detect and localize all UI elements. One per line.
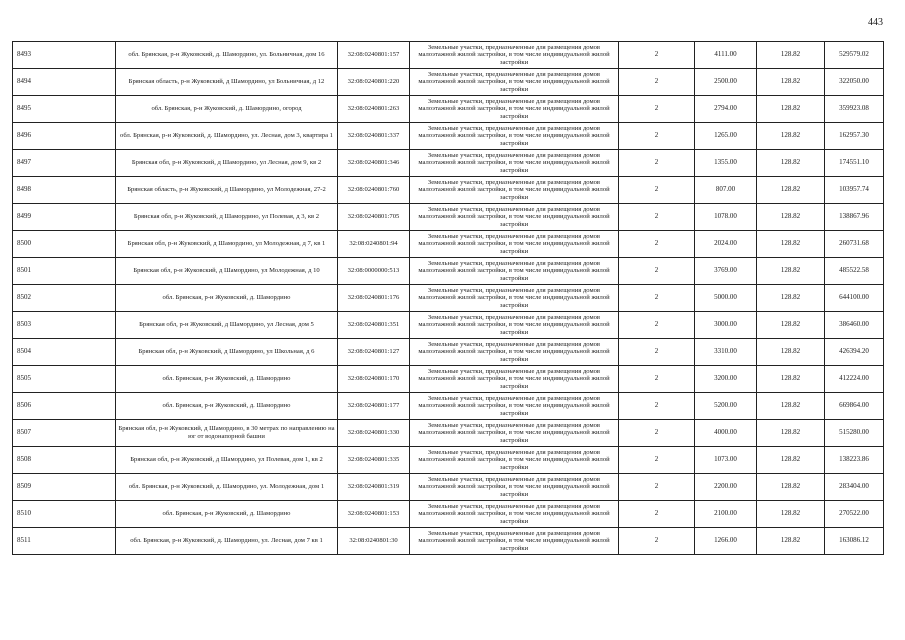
table-row	[13, 366, 884, 393]
address-cell: обл. Брянская, р-н Жуковский, д. Шамордино	[116, 285, 338, 312]
row-number-cell: 8508	[13, 447, 116, 474]
cadastral-number-cell: 32:08:0240801:127	[338, 339, 410, 366]
land-use-cell: Земельные участки, предназначенные для размещения домов малоэтажной жилой застройки, в том числе индивидуальной жилой застройки	[410, 339, 619, 366]
row-number-cell: 8500	[13, 231, 116, 258]
rate-cell: 128.82	[757, 366, 825, 393]
group-cell: 2	[619, 420, 695, 447]
table-row	[13, 285, 884, 312]
group-cell: 2	[619, 96, 695, 123]
land-use-cell: Земельные участки, предназначенные для размещения домов малоэтажной жилой застройки, в том числе индивидуальной жилой застройки	[410, 42, 619, 69]
table-row	[13, 204, 884, 231]
row-number-cell: 8498	[13, 177, 116, 204]
table-row	[13, 231, 884, 258]
address-cell: обл. Брянская, р-н Жуковский, д. Шамордино	[116, 393, 338, 420]
table-row	[13, 258, 884, 285]
group-cell: 2	[619, 177, 695, 204]
rate-cell: 128.82	[757, 96, 825, 123]
table-row	[13, 339, 884, 366]
address-cell: Брянская обл, р-н Жуковский, д Шамордино, ул Полевая, д 3, кв 2	[116, 204, 338, 231]
table-row	[13, 393, 884, 420]
land-use-cell: Земельные участки, предназначенные для размещения домов малоэтажной жилой застройки, в том числе индивидуальной жилой застройки	[410, 231, 619, 258]
cadastral-number-cell: 32:08:0240801:705	[338, 204, 410, 231]
cadastral-value-cell: 138867.96	[825, 204, 884, 231]
address-cell: Брянская область, р-н Жуковский, д Шамордино, ул Молодежная, 27-2	[116, 177, 338, 204]
area-cell: 3310.00	[695, 339, 757, 366]
cadastral-number-cell: 32:08:0240801:319	[338, 474, 410, 501]
cadastral-number-cell: 32:08:0240801:153	[338, 501, 410, 528]
area-cell: 2024.00	[695, 231, 757, 258]
area-cell: 1078.00	[695, 204, 757, 231]
land-use-cell: Земельные участки, предназначенные для размещения домов малоэтажной жилой застройки, в том числе индивидуальной жилой застройки	[410, 69, 619, 96]
land-use-cell: Земельные участки, предназначенные для размещения домов малоэтажной жилой застройки, в том числе индивидуальной жилой застройки	[410, 474, 619, 501]
rate-cell: 128.82	[757, 177, 825, 204]
area-cell: 1266.00	[695, 528, 757, 555]
rate-cell: 128.82	[757, 447, 825, 474]
row-number-cell: 8501	[13, 258, 116, 285]
land-use-cell: Земельные участки, предназначенные для размещения домов малоэтажной жилой застройки, в том числе индивидуальной жилой застройки	[410, 258, 619, 285]
group-cell: 2	[619, 339, 695, 366]
area-cell: 1073.00	[695, 447, 757, 474]
group-cell: 2	[619, 393, 695, 420]
cadastral-value-cell: 138223.86	[825, 447, 884, 474]
cadastral-number-cell: 32:08:0000000:513	[338, 258, 410, 285]
group-cell: 2	[619, 231, 695, 258]
row-number-cell: 8496	[13, 123, 116, 150]
table-row	[13, 123, 884, 150]
area-cell: 4000.00	[695, 420, 757, 447]
cadastral-number-cell: 32:08:0240801:94	[338, 231, 410, 258]
land-use-cell: Земельные участки, предназначенные для размещения домов малоэтажной жилой застройки, в том числе индивидуальной жилой застройки	[410, 447, 619, 474]
cadastral-value-cell: 669864.00	[825, 393, 884, 420]
table-row	[13, 150, 884, 177]
area-cell: 2200.00	[695, 474, 757, 501]
row-number-cell: 8494	[13, 69, 116, 96]
table-row	[13, 501, 884, 528]
area-cell: 2794.00	[695, 96, 757, 123]
row-number-cell: 8497	[13, 150, 116, 177]
table-row	[13, 474, 884, 501]
cadastral-number-cell: 32:08:0240801:330	[338, 420, 410, 447]
cadastral-value-cell: 359923.08	[825, 96, 884, 123]
land-use-cell: Земельные участки, предназначенные для размещения домов малоэтажной жилой застройки, в том числе индивидуальной жилой застройки	[410, 96, 619, 123]
page-number: 443	[868, 17, 883, 28]
cadastral-number-cell: 32:08:0240801:335	[338, 447, 410, 474]
cadastral-value-cell: 644100.00	[825, 285, 884, 312]
table-body	[13, 42, 884, 555]
area-cell: 5000.00	[695, 285, 757, 312]
area-cell: 1355.00	[695, 150, 757, 177]
cadastral-value-table	[12, 41, 884, 555]
land-use-cell: Земельные участки, предназначенные для размещения домов малоэтажной жилой застройки, в том числе индивидуальной жилой застройки	[410, 204, 619, 231]
group-cell: 2	[619, 366, 695, 393]
row-number-cell: 8506	[13, 393, 116, 420]
land-use-cell: Земельные участки, предназначенные для размещения домов малоэтажной жилой застройки, в том числе индивидуальной жилой застройки	[410, 123, 619, 150]
area-cell: 5200.00	[695, 393, 757, 420]
row-number-cell: 8495	[13, 96, 116, 123]
row-number-cell: 8499	[13, 204, 116, 231]
area-cell: 807.00	[695, 177, 757, 204]
table-row	[13, 447, 884, 474]
rate-cell: 128.82	[757, 312, 825, 339]
table-row	[13, 69, 884, 96]
row-number-cell: 8502	[13, 285, 116, 312]
rate-cell: 128.82	[757, 339, 825, 366]
rate-cell: 128.82	[757, 69, 825, 96]
address-cell: обл. Брянская, р-н Жуковский, д. Шамордино, ул. Молодежная, дом 1	[116, 474, 338, 501]
cadastral-number-cell: 32:08:0240801:177	[338, 393, 410, 420]
land-use-cell: Земельные участки, предназначенные для размещения домов малоэтажной жилой застройки, в том числе индивидуальной жилой застройки	[410, 420, 619, 447]
area-cell: 3769.00	[695, 258, 757, 285]
address-cell: обл. Брянская, р-н Жуковский, д. Шамордино, ул. Лесная, дом 3, квартира 1	[116, 123, 338, 150]
rate-cell: 128.82	[757, 420, 825, 447]
rate-cell: 128.82	[757, 474, 825, 501]
address-cell: обл. Брянская, р-н Жуковский, д. Шамордино	[116, 501, 338, 528]
row-number-cell: 8503	[13, 312, 116, 339]
group-cell: 2	[619, 204, 695, 231]
table-row	[13, 312, 884, 339]
cadastral-value-cell: 426394.20	[825, 339, 884, 366]
cadastral-number-cell: 32:08:0240801:351	[338, 312, 410, 339]
rate-cell: 128.82	[757, 393, 825, 420]
cadastral-value-cell: 260731.68	[825, 231, 884, 258]
group-cell: 2	[619, 258, 695, 285]
cadastral-value-cell: 386460.00	[825, 312, 884, 339]
rate-cell: 128.82	[757, 231, 825, 258]
cadastral-value-cell: 515280.00	[825, 420, 884, 447]
land-use-cell: Земельные участки, предназначенные для размещения домов малоэтажной жилой застройки, в том числе индивидуальной жилой застройки	[410, 501, 619, 528]
table-row	[13, 96, 884, 123]
cadastral-value-cell: 162957.30	[825, 123, 884, 150]
row-number-cell: 8509	[13, 474, 116, 501]
cadastral-value-cell: 529579.02	[825, 42, 884, 69]
cadastral-value-cell: 412224.00	[825, 366, 884, 393]
area-cell: 1265.00	[695, 123, 757, 150]
land-use-cell: Земельные участки, предназначенные для размещения домов малоэтажной жилой застройки, в том числе индивидуальной жилой застройки	[410, 177, 619, 204]
row-number-cell: 8511	[13, 528, 116, 555]
address-cell: Брянская обл, р-н Жуковский, д Шамордино, ул Лесная, дом 5	[116, 312, 338, 339]
address-cell: обл. Брянская, р-н Жуковский, д. Шамордино, ул. Лесная, дом 7 кв 1	[116, 528, 338, 555]
group-cell: 2	[619, 447, 695, 474]
cadastral-number-cell: 32:08:0240801:176	[338, 285, 410, 312]
rate-cell: 128.82	[757, 123, 825, 150]
row-number-cell: 8493	[13, 42, 116, 69]
rate-cell: 128.82	[757, 204, 825, 231]
address-cell: Брянская обл, р-н Жуковский, д Шамордино, ул Школьная, д 6	[116, 339, 338, 366]
cadastral-value-cell: 322050.00	[825, 69, 884, 96]
land-use-cell: Земельные участки, предназначенные для размещения домов малоэтажной жилой застройки, в том числе индивидуальной жилой застройки	[410, 366, 619, 393]
group-cell: 2	[619, 42, 695, 69]
cadastral-value-cell: 103957.74	[825, 177, 884, 204]
group-cell: 2	[619, 474, 695, 501]
group-cell: 2	[619, 150, 695, 177]
rate-cell: 128.82	[757, 528, 825, 555]
cadastral-number-cell: 32:08:0240801:760	[338, 177, 410, 204]
address-cell: Брянская обл, р-н Жуковский, д Шамордино, ул Лесная, дом 9, кв 2	[116, 150, 338, 177]
address-cell: Брянская обл, р-н Жуковский, д Шамордино, ул Полевая, дом 1, кв 2	[116, 447, 338, 474]
table-row	[13, 420, 884, 447]
rate-cell: 128.82	[757, 501, 825, 528]
cadastral-value-cell: 485522.58	[825, 258, 884, 285]
address-cell: обл. Брянская, р-н Жуковский, д. Шамордино	[116, 366, 338, 393]
address-cell: Брянская обл, р-н Жуковский, д Шамордино, ул Молодежная, д 10	[116, 258, 338, 285]
row-number-cell: 8504	[13, 339, 116, 366]
cadastral-value-cell: 283404.00	[825, 474, 884, 501]
cadastral-value-cell: 163086.12	[825, 528, 884, 555]
group-cell: 2	[619, 501, 695, 528]
area-cell: 4111.00	[695, 42, 757, 69]
rate-cell: 128.82	[757, 150, 825, 177]
group-cell: 2	[619, 123, 695, 150]
group-cell: 2	[619, 528, 695, 555]
cadastral-number-cell: 32:08:0240801:157	[338, 42, 410, 69]
address-cell: Брянская обл, р-н Жуковский, д Шамордино, в 30 метрах по направлению на юг от водонапорной башни	[116, 420, 338, 447]
row-number-cell: 8505	[13, 366, 116, 393]
table-row	[13, 177, 884, 204]
cadastral-value-cell: 174551.10	[825, 150, 884, 177]
area-cell: 2500.00	[695, 69, 757, 96]
cadastral-number-cell: 32:08:0240801:170	[338, 366, 410, 393]
land-use-cell: Земельные участки, предназначенные для размещения домов малоэтажной жилой застройки, в том числе индивидуальной жилой застройки	[410, 150, 619, 177]
row-number-cell: 8510	[13, 501, 116, 528]
rate-cell: 128.82	[757, 285, 825, 312]
group-cell: 2	[619, 285, 695, 312]
address-cell: Брянская область, р-н Жуковский, д Шамордино, ул Больничная, д 12	[116, 69, 338, 96]
cadastral-number-cell: 32:08:0240801:220	[338, 69, 410, 96]
row-number-cell: 8507	[13, 420, 116, 447]
cadastral-number-cell: 32:08:0240801:337	[338, 123, 410, 150]
land-use-cell: Земельные участки, предназначенные для размещения домов малоэтажной жилой застройки, в том числе индивидуальной жилой застройки	[410, 285, 619, 312]
cadastral-number-cell: 32:08:0240801:263	[338, 96, 410, 123]
group-cell: 2	[619, 312, 695, 339]
land-use-cell: Земельные участки, предназначенные для размещения домов малоэтажной жилой застройки, в том числе индивидуальной жилой застройки	[410, 528, 619, 555]
cadastral-number-cell: 32:08:0240801:30	[338, 528, 410, 555]
cadastral-value-cell: 270522.00	[825, 501, 884, 528]
area-cell: 3200.00	[695, 366, 757, 393]
table-row	[13, 42, 884, 69]
rate-cell: 128.82	[757, 42, 825, 69]
table-row	[13, 528, 884, 555]
land-use-cell: Земельные участки, предназначенные для размещения домов малоэтажной жилой застройки, в том числе индивидуальной жилой застройки	[410, 312, 619, 339]
group-cell: 2	[619, 69, 695, 96]
address-cell: обл. Брянская, р-н Жуковский, д. Шамордино, ул. Больничная, дом 16	[116, 42, 338, 69]
address-cell: обл. Брянская, р-н Жуковский, д. Шамордино, огород	[116, 96, 338, 123]
cadastral-number-cell: 32:08:0240801:346	[338, 150, 410, 177]
land-use-cell: Земельные участки, предназначенные для размещения домов малоэтажной жилой застройки, в том числе индивидуальной жилой застройки	[410, 393, 619, 420]
rate-cell: 128.82	[757, 258, 825, 285]
area-cell: 3000.00	[695, 312, 757, 339]
address-cell: Брянская обл, р-н Жуковский, д Шамордино, ул Молодежная, д 7, кв 1	[116, 231, 338, 258]
area-cell: 2100.00	[695, 501, 757, 528]
